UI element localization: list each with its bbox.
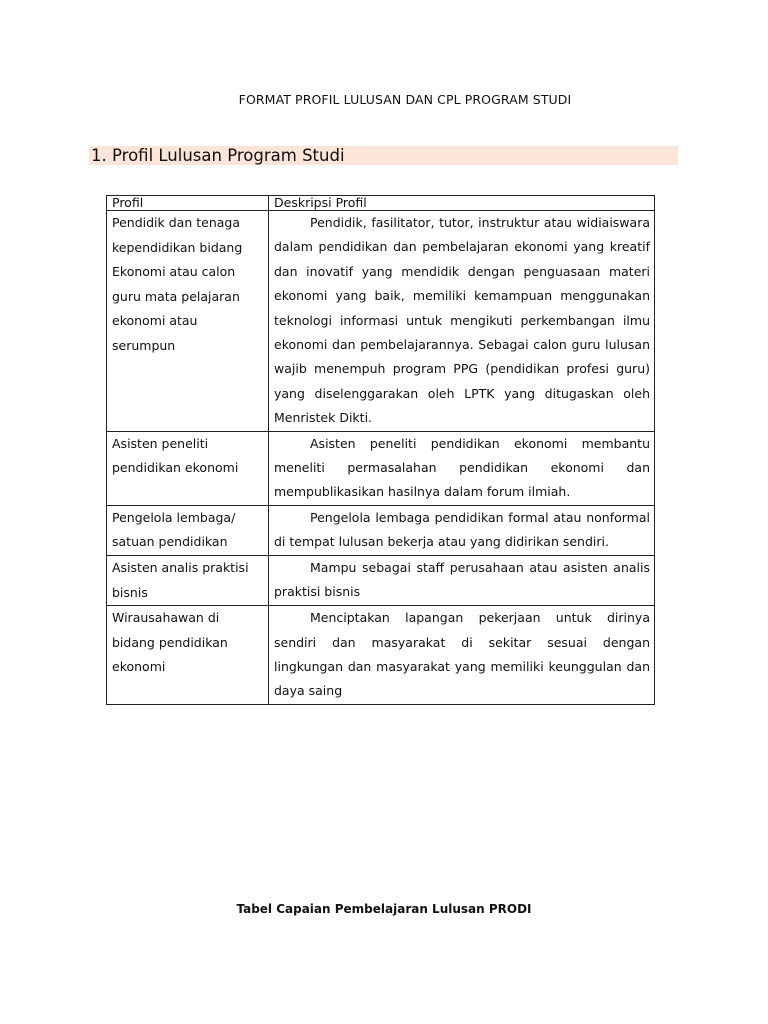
table-row (107, 606, 655, 705)
profil-cell: Wirausahawan di bidang pendidikan ekonomi (107, 606, 269, 705)
section-heading (89, 146, 678, 165)
deskripsi-text: Mampu sebagai staff perusahaan atau asisten analis praktisi bisnis (274, 560, 650, 600)
deskripsi-cell (269, 211, 655, 432)
deskripsi-cell (269, 556, 655, 606)
table-header-row (107, 196, 655, 211)
table-row (107, 211, 655, 432)
deskripsi-text: Menciptakan lapangan pekerjaan untuk dirinya sendiri dan masyarakat di sekitar sesuai dengan lingkungan dan masyarakat yang memiliki keunggulan dan daya saing (274, 610, 650, 699)
deskripsi-text: Pendidik, fasilitator, tutor, instruktur atau widiaiswara dalam pendidikan dan pembelajaran ekonomi yang kreatif dan inovatif yang mendidik dengan penguasaan materi ekonomi yang baik, memiliki kemampuan menggunakan teknologi informasi untuk mengikuti perkembangan ilmu ekonomi dan pembelajarannya. Sebagai calon guru lulusan wajib menempuh program PPG (pendidikan profesi guru) yang diselenggarakan oleh LPTK yang ditugaskan oleh Menristek Dikti. (274, 215, 650, 426)
table-row (107, 431, 655, 505)
table-row (107, 556, 655, 606)
profil-cell: Pengelola lembaga/ satuan pendidikan (107, 505, 269, 555)
header-profil: Profil (107, 196, 269, 211)
table-row (107, 505, 655, 555)
profil-table (106, 195, 655, 705)
deskripsi-text: Pengelola lembaga pendidikan formal atau nonformal di tempat lulusan bekerja atau yang didirikan sendiri. (274, 509, 650, 550)
section-number: 1. (91, 146, 107, 165)
section-label: Profil Lulusan Program Studi (112, 146, 345, 165)
profil-cell: Asisten analis praktisi bisnis (107, 556, 269, 606)
profil-cell: Pendidik dan tenaga kependidikan bidang Ekonomi atau calon guru mata pelajaran ekonomi atau serumpun (107, 211, 269, 432)
table-caption: Tabel Capaian Pembelajaran Lulusan PRODI (236, 902, 532, 916)
deskripsi-cell (269, 431, 655, 505)
document-title: FORMAT PROFIL LULUSAN DAN CPL PROGRAM STUDI (238, 92, 572, 107)
deskripsi-cell (269, 505, 655, 555)
deskripsi-cell (269, 606, 655, 705)
header-deskripsi: Deskripsi Profil (269, 196, 655, 211)
profil-cell: Asisten peneliti pendidikan ekonomi (107, 431, 269, 505)
deskripsi-text: Asisten peneliti pendidikan ekonomi membantu meneliti permasalahan pendidikan ekonomi dan mempublikasikan hasilnya dalam forum ilmiah. (274, 435, 650, 500)
